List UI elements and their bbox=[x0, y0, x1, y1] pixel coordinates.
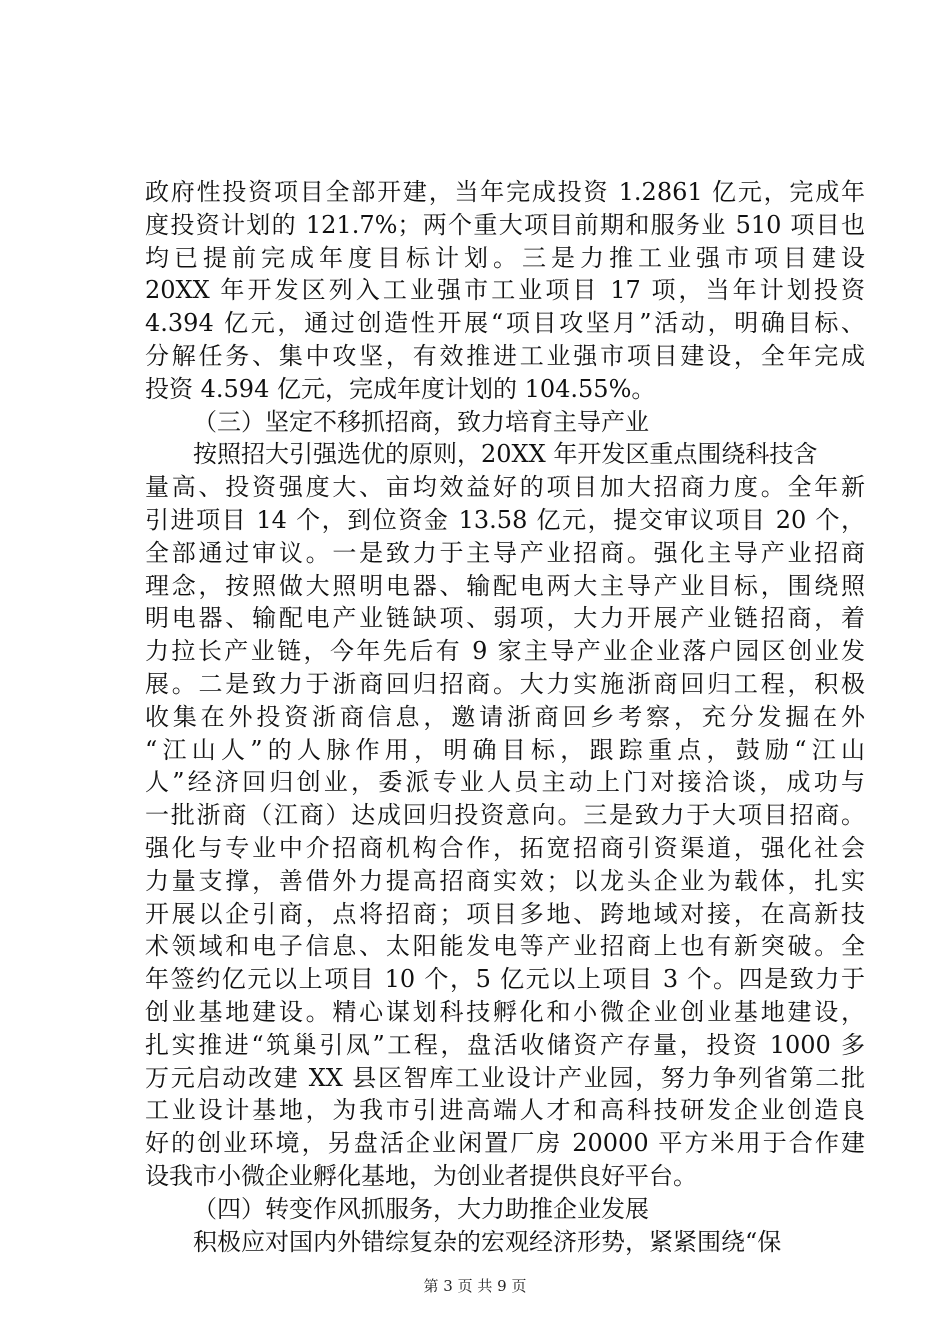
text-line: 设我市小微企业孵化基地，为创业者提供良好平台。 bbox=[145, 1161, 697, 1190]
text-line: 分解任务、集中攻坚，有效推进工业强市项目建设，全年完成 bbox=[145, 341, 865, 370]
text-line: 积极应对国内外错综复杂的宏观经济形势，紧紧围绕“保 bbox=[193, 1227, 782, 1256]
text-line: 开展以企引商，点将招商；项目多地、跨地域对接，在高新技 bbox=[145, 899, 865, 928]
section-heading: （三）坚定不移抓招商，致力培育主导产业 bbox=[193, 407, 649, 436]
text-line: 量高、投资强度大、亩均效益好的项目加大招商力度。全年新 bbox=[145, 473, 865, 502]
text-line: 明电器、输配电产业链缺项、弱项，大力开展产业链招商，着 bbox=[145, 604, 865, 633]
text-line: 术领域和电子信息、太阳能发电等产业招商上也有新突破。全 bbox=[145, 932, 865, 961]
text-line: 扎实推进“筑巢引凤”工程，盘活收储资产存量，投资 1000 多 bbox=[145, 1030, 865, 1059]
text-line: 全部通过审议。一是致力于主导产业招商。强化主导产业招商 bbox=[145, 538, 865, 567]
text-line: 好的创业环境，另盘活企业闲置厂房 20000 平方米用于合作建 bbox=[145, 1129, 865, 1158]
section-heading: （四）转变作风抓服务，大力助推企业发展 bbox=[193, 1194, 649, 1223]
page-footer: 第 3 页 共 9 页 bbox=[423, 1277, 527, 1295]
text-line: 度投资计划的 121.7%；两个重大项目前期和服务业 510 项目也 bbox=[145, 210, 865, 239]
text-line: 均已提前完成年度目标计划。三是力推工业强市项目建设 bbox=[145, 243, 865, 272]
text-line: 收集在外投资浙商信息，邀请浙商回乡考察，充分发掘在外 bbox=[145, 702, 865, 731]
text-line: 人”经济回归创业，委派专业人员主动上门对接洽谈，成功与 bbox=[145, 768, 865, 797]
text-line: 力量支撑，善借外力提高招商实效；以龙头企业为载体，扎实 bbox=[145, 866, 865, 895]
text-line: 工业设计基地，为我市引进高端人才和高科技研发企业创造良 bbox=[145, 1096, 865, 1125]
text-line: “江山人”的人脉作用，明确目标，跟踪重点，鼓励“江山 bbox=[145, 735, 865, 764]
text-line: 引进项目 14 个，到位资金 13.58 亿元，提交审议项目 20 个， bbox=[145, 505, 865, 534]
text-line: 4.394 亿元，通过创造性开展“项目攻坚月”活动，明确目标、 bbox=[145, 309, 865, 338]
text-line: 年签约亿元以上项目 10 个，5 亿元以上项目 3 个。四是致力于 bbox=[145, 965, 865, 994]
text-line: 按照招大引强选优的原则，20XX 年开发区重点围绕科技含 bbox=[193, 440, 818, 469]
text-line: 强化与专业中介招商机构合作，拓宽招商引资渠道，强化社会 bbox=[145, 833, 865, 862]
body-text bbox=[145, 176, 865, 1258]
text-line: 一批浙商（江商）达成回归投资意向。三是致力于大项目招商。 bbox=[145, 801, 865, 830]
text-line: 政府性投资项目全部开建，当年完成投资 1.2861 亿元，完成年 bbox=[145, 178, 865, 206]
text-line: 投资 4.594 亿元，完成年度计划的 104.55%。 bbox=[145, 374, 656, 403]
text-line: 展。二是致力于浙商回归招商。大力实施浙商回归工程，积极 bbox=[145, 669, 865, 698]
text-line: 万元启动改建 XX 县区智库工业设计产业园，努力争列省第二批 bbox=[145, 1063, 865, 1092]
text-line: 力拉长产业链，今年先后有 9 家主导产业企业落户园区创业发 bbox=[145, 637, 865, 666]
text-line: 20XX 年开发区列入工业强市工业项目 17 项，当年计划投资 bbox=[145, 276, 865, 305]
text-line: 创业基地建设。精心谋划科技孵化和小微企业创业基地建设， bbox=[145, 997, 865, 1026]
text-line: 理念，按照做大照明电器、输配电两大主导产业目标，围绕照 bbox=[145, 571, 865, 600]
